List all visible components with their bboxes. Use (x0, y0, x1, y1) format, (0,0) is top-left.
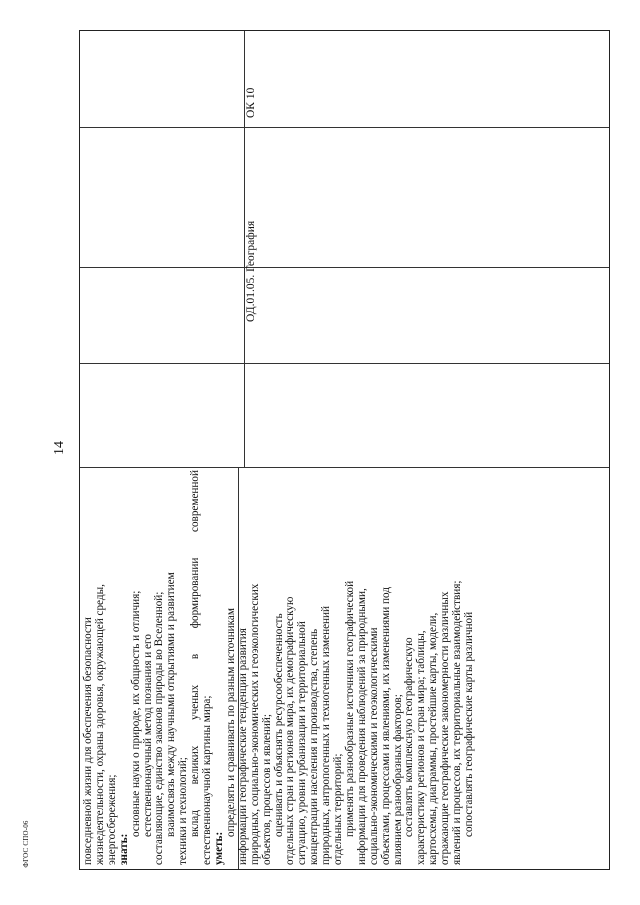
skills-line: техники и технологий; (177, 757, 190, 865)
skills-line: социально-экономическими и геоэкологическими (367, 627, 380, 865)
row-divider (80, 363, 609, 364)
competence-cell (245, 88, 257, 118)
skills-line: знать: (117, 833, 130, 865)
skills-line: явлений и процессов, их территориальные взаимодействия; (451, 580, 464, 865)
row-divider (80, 127, 609, 128)
skills-line: энергосбережения; (105, 774, 118, 865)
document-side-label: ФГОС СПО-06 (22, 820, 30, 868)
skills-line: составляющие, единство законов природы во Вселенной; (153, 591, 166, 865)
skills-line: отдельных территорий; (332, 753, 345, 865)
skills-line: основные науки о природе, их общность и отличия; (129, 590, 142, 837)
course-code-cell (245, 221, 257, 322)
skills-line: жизнедеятельности, охраны здоровья, окружающей среды, (93, 584, 106, 865)
row-divider (80, 467, 609, 468)
competence-code: ОК 10 (245, 87, 257, 118)
row-divider (80, 267, 609, 268)
skills-line: применять разнообразные источники географической (343, 580, 356, 837)
skills-line: оценивать и объяснять ресурсообеспеченность (272, 613, 285, 837)
skills-line: естественнонаучной картины мира; (201, 695, 214, 865)
skills-text (83, 470, 476, 865)
skills-line: сопоставлять географические карты различной (463, 611, 475, 837)
skills-line: природных, социально-экономических и геоэкологических (248, 583, 261, 865)
skills-line: характеристику регионов и стран мира; таблицы, (415, 630, 428, 865)
skills-line: вклад великих ученых в формировании современной (189, 470, 202, 837)
page-number: 14 (52, 441, 67, 455)
skills-line: объектами, процессами и явлениями, их изменениями под (379, 587, 392, 865)
skills-line: определять и сравнивать по разным источникам (224, 608, 237, 837)
skills-line: уметь: (212, 831, 225, 865)
skills-line: природных, антропогенных и техногенных изменений (320, 605, 333, 865)
skills-line: составлять комплексную географическую (403, 637, 416, 837)
skills-line: отражающие географические закономерности различных (439, 591, 452, 865)
skills-line: взаимосвязь между научными открытиями и развитием (165, 572, 178, 837)
skills-line: естественнонаучный метод познания и его (141, 634, 154, 837)
skills-line: информации географические тенденции развития (236, 628, 249, 865)
skills-cell (83, 470, 476, 865)
skills-line: отдельных стран и регионов мира, их демографическую (284, 596, 297, 865)
skills-line: концентрации населения и производства, степень (308, 628, 321, 865)
course-code: ОД.01.05. География (245, 220, 257, 322)
skills-line: информации для проведения наблюдений за природными, (355, 588, 368, 865)
skills-line: ситуацию, уровни урбанизации и территориальной (296, 621, 309, 865)
skills-line: объектов, процессов и явлений; (260, 714, 273, 865)
skills-line: влиянием разнообразных факторов; (391, 694, 404, 865)
skills-line: картосхемы, диаграммы, простейшие карты, модели, (427, 612, 440, 865)
skills-line: повседневной жизни для обеспечения безопасности (82, 617, 94, 865)
